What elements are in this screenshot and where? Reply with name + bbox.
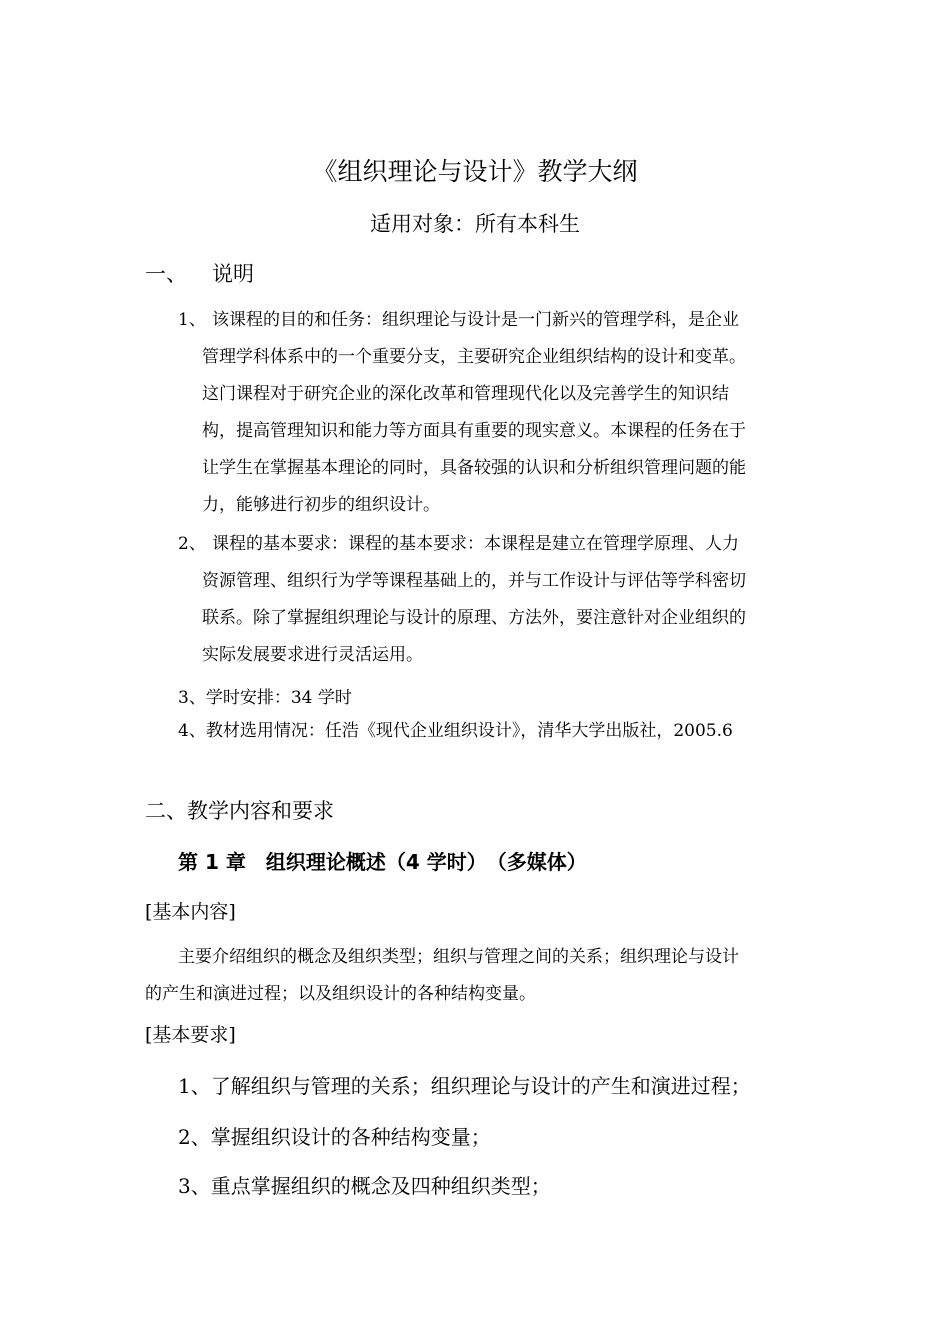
item1-line1: 该课程的目的和任务：组织理论与设计是一门新兴的管理学科，是企业 bbox=[212, 310, 739, 330]
item1-line2: 管理学科体系中的一个重要分支，主要研究企业组织结构的设计和变革。 bbox=[202, 347, 746, 367]
section1-number: 一、 bbox=[145, 262, 187, 286]
item1-line3: 这门课程对于研究企业的深化改革和管理现代化以及完善学生的知识结 bbox=[202, 384, 729, 404]
requirement-2: 2、掌握组织设计的各种结构变量； bbox=[178, 1125, 491, 1149]
item1-line5: 让学生在掌握基本理论的同时，具备较强的认识和分析组织管理问题的能 bbox=[202, 458, 746, 478]
item2-line2: 资源管理、组织行为学等课程基础上的，并与工作设计与评估等学科密切 bbox=[202, 571, 746, 591]
chapter1-heading: 第 1 章 组织理论概述（4 学时） （多媒体） bbox=[178, 850, 587, 874]
page-title: 《组织理论与设计》教学大纲 bbox=[312, 157, 638, 186]
item2-line1: 课程的基本要求：课程的基本要求：本课程是建立在管理学原理、人力 bbox=[212, 534, 739, 554]
item4-textbook: 4、教材选用情况：任浩《现代企业组织设计》，清华大学出版社，2005.6 bbox=[178, 721, 733, 741]
page-subtitle: 适用对象：所有本科生 bbox=[370, 212, 580, 236]
basic-req-label: [基本要求] bbox=[145, 1024, 236, 1046]
item1-line4: 构，提高管理知识和能力等方面具有重要的现实意义。本课程的任务在于 bbox=[202, 421, 746, 441]
requirement-3: 3、重点掌握组织的概念及四种组织类型； bbox=[178, 1174, 551, 1198]
item2-line4: 实际发展要求进行灵活运用。 bbox=[202, 645, 423, 665]
item3-schedule: 3、学时安排：34 学时 bbox=[178, 688, 352, 708]
item1-line6: 力，能够进行初步的组织设计。 bbox=[202, 495, 440, 515]
section1-heading: 说明 bbox=[212, 262, 254, 286]
section2-heading: 二、教学内容和要求 bbox=[145, 799, 334, 823]
item1-number: 1、 bbox=[178, 310, 206, 330]
item2-number: 2、 bbox=[178, 534, 206, 554]
requirement-1: 1、了解组织与管理的关系；组织理论与设计的产生和演进过程； bbox=[178, 1074, 751, 1098]
basic-content-line1: 主要介绍组织的概念及组织类型；组织与管理之间的关系；组织理论与设计 bbox=[178, 947, 739, 967]
basic-content-label: [基本内容] bbox=[145, 901, 236, 923]
item2-line3: 联系。除了掌握组织理论与设计的原理、方法外，要注意针对企业组织的 bbox=[202, 608, 746, 628]
basic-content-line2: 的产生和演进过程；以及组织设计的各种结构变量。 bbox=[145, 984, 536, 1004]
